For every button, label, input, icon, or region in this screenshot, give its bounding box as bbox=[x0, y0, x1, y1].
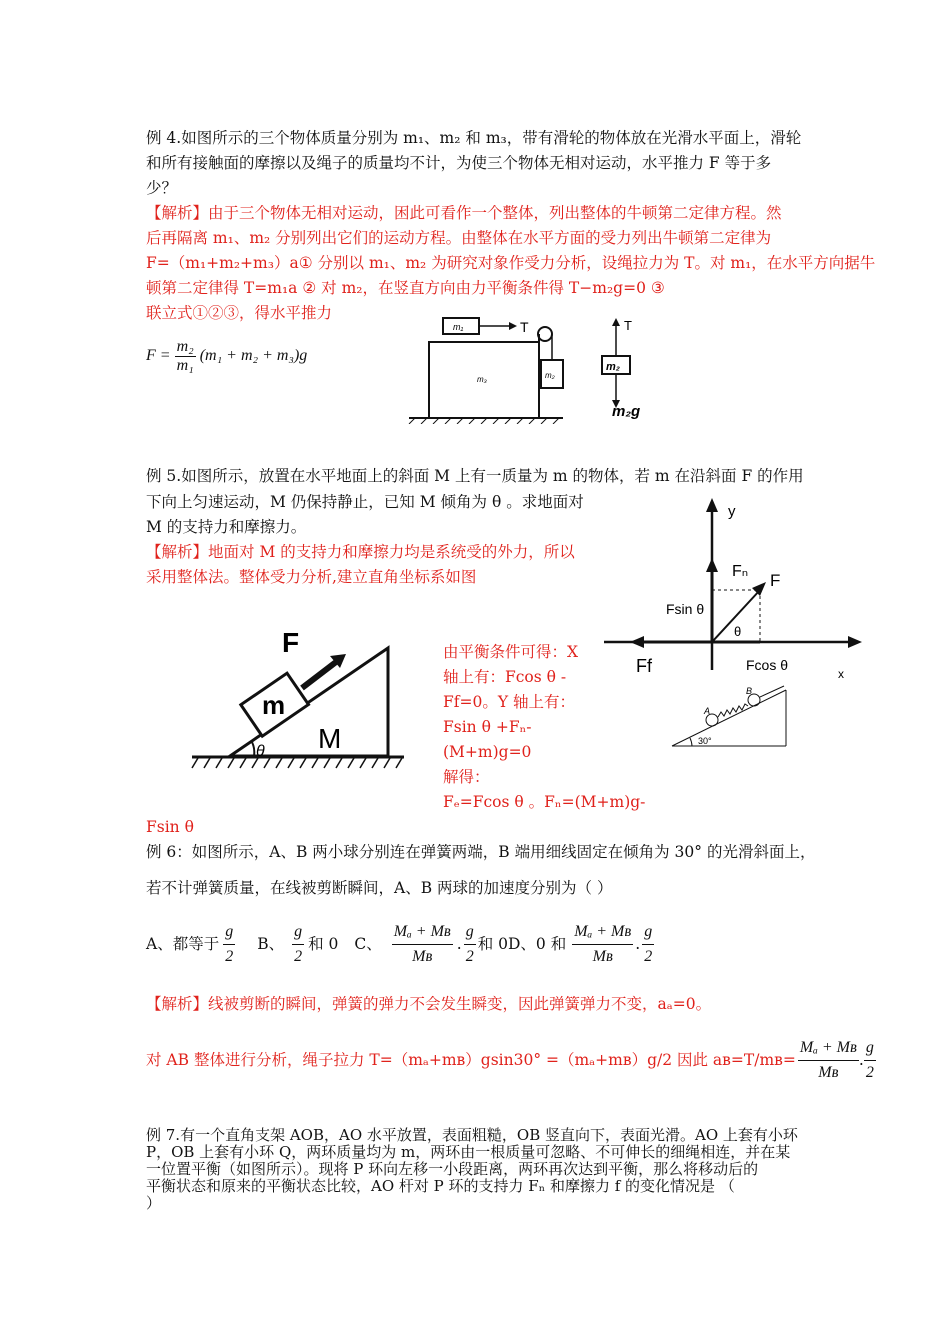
option-c: C、 bbox=[354, 935, 382, 953]
label-B: B bbox=[746, 686, 753, 696]
ex4-m2-force-figure bbox=[590, 316, 660, 426]
ex5-analysis-line2: 采用整体法。整体受力分析,建立直角坐标系如图 bbox=[146, 568, 477, 586]
ex6-analysis-line1: 【解析】线被剪断的瞬间，弹簧的弹力不会发生瞬变，因此弹簧弹力不变，aₐ=0。 bbox=[146, 995, 712, 1013]
ex4-analysis-line2: 后再隔离 m₁、m₂ 分别列出它们的运动方程。由整体在水平方面的受力列出牛顿第二定律为 bbox=[146, 229, 772, 247]
label-F-axes: F bbox=[770, 571, 781, 590]
ex5-side-line1: 由平衡条件可得：X bbox=[443, 643, 579, 661]
label-A: A bbox=[704, 706, 711, 716]
ex4-question-line3: 少？ bbox=[146, 179, 178, 197]
analysis-tag: 【解析】 bbox=[146, 995, 209, 1013]
ex4-analysis-line5: 联立式①②③，得水平推力 bbox=[146, 304, 333, 322]
label-m1: m₁ bbox=[453, 322, 464, 332]
ex6-spring-figure bbox=[668, 684, 800, 752]
ex5-question-line1: 例 5.如图所示，放置在水平地面上的斜面 M 上有一质量为 m 的物体，若 m 在沿斜面 F 的作用 bbox=[146, 467, 804, 485]
ex7-line3: 一位置平衡（如图所示）。现将 P 环向左移一小段距离，两环再次达到平衡，那么将移动后的 bbox=[146, 1160, 759, 1178]
ex5-side-line2: 轴上有：Fcos θ - bbox=[443, 668, 567, 686]
ex5-side-line7: Fₑ=Fcos θ 。Fₙ=(M+m)g- bbox=[443, 793, 646, 811]
ex4-analysis-line1: 【解析】由于三个物体无相对运动，困此可看作一个整体，列出整体的牛顿第二定律方程。然 bbox=[146, 204, 782, 222]
frac-g-2-a: $\frac{g}{2}$ bbox=[223, 920, 235, 969]
label-m2-box: m₂ bbox=[606, 361, 620, 373]
label-FN: Fₙ bbox=[732, 563, 749, 580]
ex7-line5: ） bbox=[146, 1194, 162, 1212]
frac-g-2-analysis: $\frac{g}{2}$ bbox=[864, 1036, 876, 1085]
label-Fsin: Fsin θ bbox=[666, 601, 705, 617]
frac-mm-d: $\frac{\text{Mₐ + Mʙ}}{\text{Mʙ}}$ bbox=[572, 920, 633, 969]
ex6-question-line2: 若不计弹簧质量，在线被剪断瞬间，A、B 两球的加速度分别为（ ） bbox=[146, 879, 613, 897]
label-m: m bbox=[262, 690, 286, 720]
ex6-options: A、都等于 $\frac{g}{2}$ B、 $\frac{g}{2}$ 和 0 C、 $\frac{\text{Mₐ + Mʙ}}{\text{Mʙ}}$ . $\frac{g}{2}$ 和 0D、0 和 $\frac{\text{Mₐ + Mʙ}}{\text{Mʙ}}$ . $\frac{g}{2}$ bbox=[146, 920, 654, 968]
frac-g-2-d: $\frac{g}{2}$ bbox=[642, 920, 654, 969]
label-Fcos: Fcos θ bbox=[746, 657, 789, 673]
frac-mm-analysis: $\frac{\text{Mₐ + Mʙ}}{\text{Mʙ}}$ bbox=[798, 1036, 859, 1085]
ex5-axes-figure bbox=[600, 496, 865, 686]
ex5-analysis-line1: 【解析】地面对 M 的支持力和摩擦力均是系统受的外力，所以 bbox=[146, 543, 575, 561]
label-F: F bbox=[282, 627, 300, 658]
ex4-formula-fraction: $\frac{\text{m₂}}{\text{m₁}}$ bbox=[176, 338, 194, 374]
label-theta: θ bbox=[256, 743, 265, 760]
ex4-analysis-line3: F=（m₁+m₂+m₃）a① 分别以 m₁、m₂ 为研究对象作受力分析，设绳拉力为 T。对 m₁，在水平方向据牛 bbox=[146, 254, 876, 272]
ex5-side-line3: Ff=0。Y 轴上有： bbox=[443, 693, 576, 711]
frac-mm-c: $\frac{\text{Mₐ + Mʙ}}{\text{Mʙ}}$ bbox=[392, 920, 453, 969]
analysis-tag: 【解析】 bbox=[146, 204, 209, 222]
ex5-incline-figure bbox=[190, 626, 410, 774]
analysis-tag: 【解析】 bbox=[146, 543, 209, 561]
frac-g-2-b: $\frac{g}{2}$ bbox=[292, 920, 304, 969]
ex5-side-line4: Fsin θ +Fₙ- bbox=[443, 718, 532, 736]
pulley bbox=[538, 327, 552, 341]
ex5-question-line3: M 的支持力和摩擦力。 bbox=[146, 518, 307, 536]
ex4-question-line2: 和所有接触面的摩擦以及绳子的质量均不计，为使三个物体无相对运动，水平推力 F 等于多 bbox=[146, 154, 772, 172]
ex5-side-line5: (M+m)g=0 bbox=[443, 743, 532, 761]
ex6-analysis-line2: 对 AB 整体进行分析，绳子拉力 T=（mₐ+mʙ）gsin30° =（mₐ+mʙ）g/2 因此 aʙ=T/mʙ= $\frac{\text{Mₐ + Mʙ}}{\text{Mʙ}}$ . $\frac{g}{2}$ bbox=[146, 1036, 876, 1084]
label-x: x bbox=[838, 667, 844, 681]
ex6-question-line1: 例 6：如图所示，A、B 两小球分别连在弹簧两端，B 端用细线固定在倾角为 30° 的光滑斜面上， bbox=[146, 843, 816, 861]
label-m3: m₃ bbox=[477, 375, 487, 384]
label-T: T bbox=[520, 319, 529, 335]
ex7-line4: 平衡状态和原来的平衡状态比较，AO 杆对 P 环的支持力 Fₙ 和摩擦力 f 的变化情况是 （ bbox=[146, 1177, 735, 1195]
ex5-question-line2: 下向上匀速运动，M 仍保持静止，已知 M 倾角为 θ 。求地面对 bbox=[146, 493, 584, 511]
ex5-tail: Fsin θ bbox=[146, 818, 194, 836]
label-y: y bbox=[728, 503, 736, 520]
label-m2g: m₂g bbox=[612, 403, 641, 420]
ex7-line1: 例 7.有一个直角支架 AOB，AO 水平放置，表面粗糙，OB 竖直向下，表面光滑。AO 上套有小环 bbox=[146, 1126, 798, 1144]
label-M: M bbox=[318, 723, 342, 754]
label-theta-axes: θ bbox=[734, 624, 742, 639]
label-m2: m₂ bbox=[545, 371, 555, 380]
ex5-side-line6: 解得： bbox=[443, 768, 490, 786]
option-c-tail: 和 0D、0 和 bbox=[477, 935, 567, 953]
ex4-formula: F = $\frac{\text{m₂}}{\text{m₁}}$ (m₁ + m₂ + m₃)g bbox=[146, 338, 308, 374]
ex4-pulley-figure bbox=[405, 312, 565, 424]
label-30: 30° bbox=[698, 736, 712, 746]
ex4-analysis-line4: 顿第二定律得 T=m₁a ② 对 m₂，在竖直方向由力平衡条件得 T−m₂g=0 ③ bbox=[146, 279, 665, 297]
option-a: A、都等于 bbox=[146, 935, 220, 953]
label-Ff: Ff bbox=[636, 656, 652, 676]
option-b: B、 bbox=[257, 935, 285, 953]
frac-g-2-c: $\frac{g}{2}$ bbox=[464, 920, 476, 969]
ex7-line2: P，OB 上套有小环 Q，两环质量均为 m，两环由一根质量可忽略、不可伸长的细绳相连，并在某 bbox=[146, 1143, 791, 1161]
option-b-tail: 和 0 bbox=[308, 935, 339, 953]
label-T2: T bbox=[624, 318, 632, 333]
ex4-question-line1: 例 4.如图所示的三个物体质量分别为 m₁、m₂ 和 m₃，带有滑轮的物体放在光滑水平面上，滑轮 bbox=[146, 129, 802, 147]
